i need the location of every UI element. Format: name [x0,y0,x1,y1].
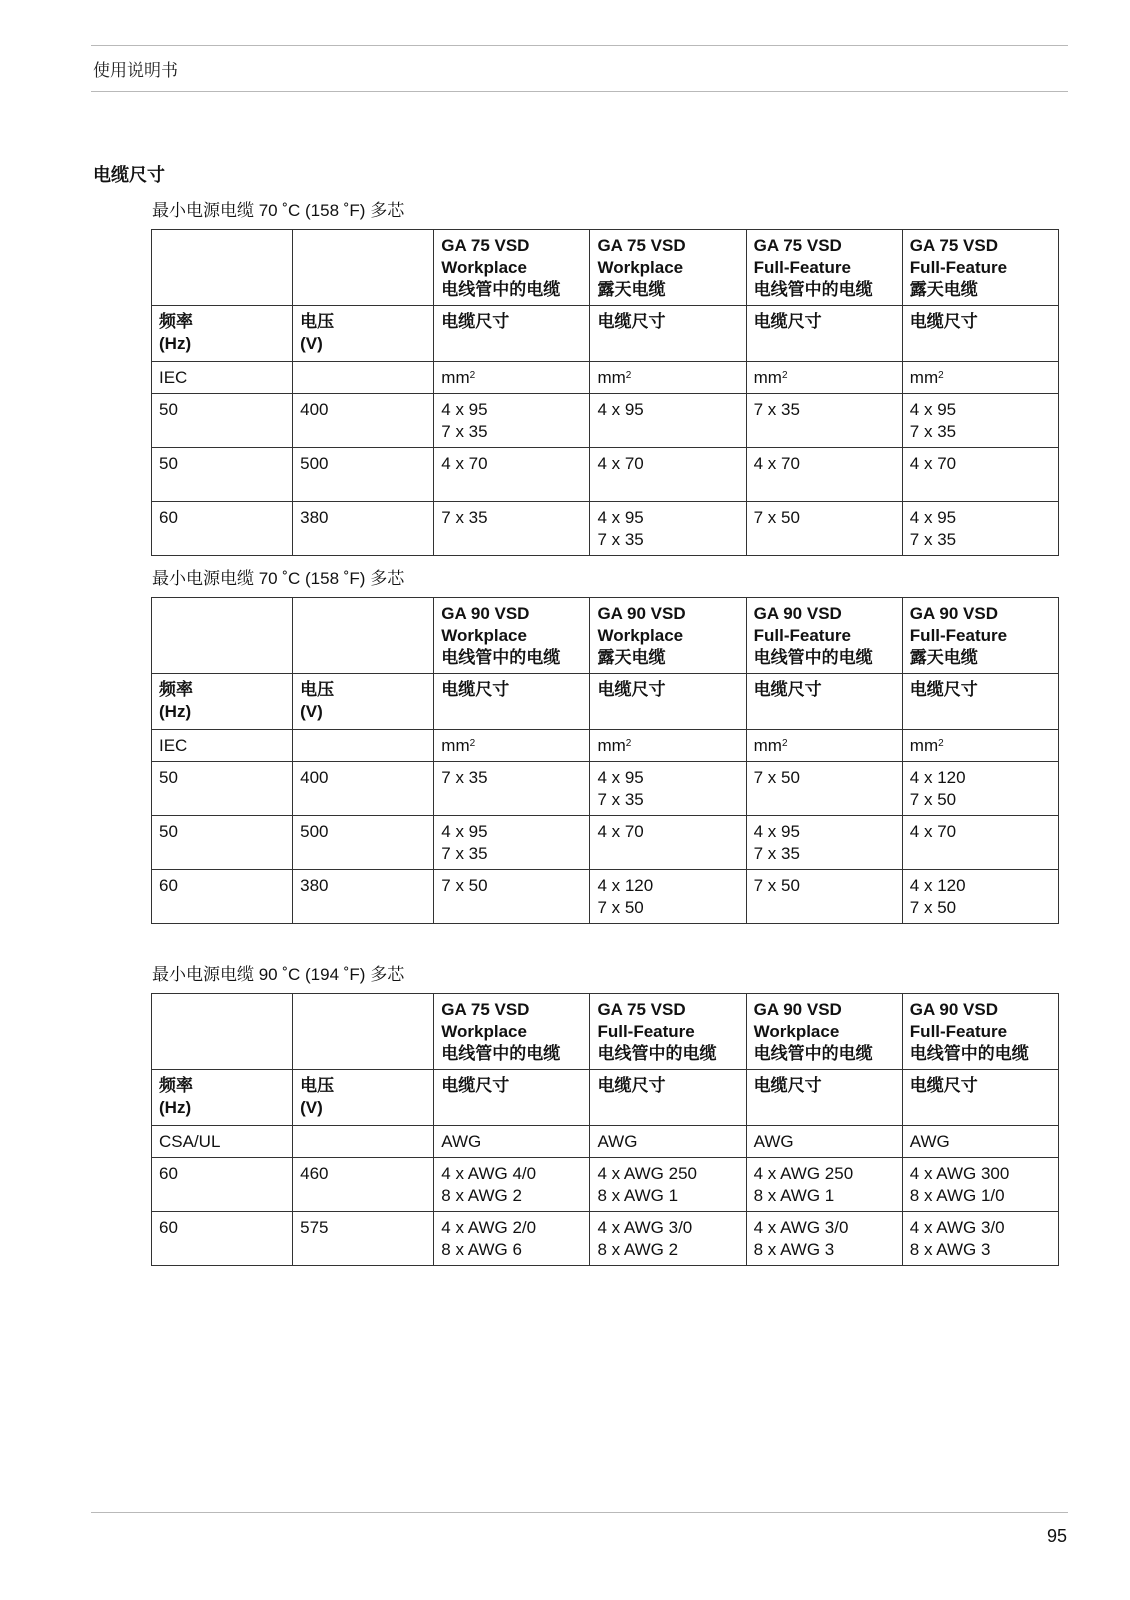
cable-size-cell: 4 x AWG 3/0 8 x AWG 3 [746,1212,902,1266]
table-row [152,394,1059,448]
cable-size-header: 电缆尺寸 [590,306,746,362]
empty-cell [293,1126,434,1158]
cable-size-cell: 4 x 70 [434,448,590,502]
voltage-cell: 380 [293,502,434,556]
table-row [152,502,1059,556]
standard-cell: IEC [152,362,293,394]
frequency-header: 频率 (Hz) [152,306,293,362]
cable-size-table-1 [151,229,1059,556]
cable-size-header: 电缆尺寸 [590,674,746,730]
table-row [152,1158,1059,1212]
table-caption: 最小电源电缆 70 ˚C (158 ˚F) 多芯 [152,569,405,588]
unit-row [152,362,1059,394]
unit-cell [902,362,1058,394]
empty-cell [152,230,293,306]
empty-cell [293,994,434,1070]
unit-cell [746,362,902,394]
empty-cell [293,362,434,394]
cable-size-header: 电缆尺寸 [434,306,590,362]
cable-size-cell: 7 x 50 [434,870,590,924]
cable-size-cell: 4 x 95 7 x 35 [434,816,590,870]
unit-cell [746,1126,902,1158]
model-header-row [152,230,1059,306]
unit-value: $mm^2$ [597,368,632,387]
voltage-cell: 575 [293,1212,434,1266]
frequency-cell: 60 [152,502,293,556]
unit-value: $mm^2$ [441,368,476,387]
voltage-cell: 380 [293,870,434,924]
frequency-header: 频率 (Hz) [152,674,293,730]
document-header-title: 使用说明书 [93,61,178,80]
cable-size-cell: 4 x AWG 4/0 8 x AWG 2 [434,1158,590,1212]
voltage-header: 电压 (V) [293,306,434,362]
model-header: GA 90 VSD Full-Feature 电线管中的电缆 [746,598,902,674]
unit-value: $mm^2$ [753,736,788,755]
model-header: GA 75 VSD Full-Feature 电线管中的电缆 [590,994,746,1070]
cable-size-cell: 7 x 35 [434,762,590,816]
unit-value: AWG [909,1132,950,1151]
unit-value: $mm^2$ [909,368,944,387]
unit-cell [590,362,746,394]
standard-cell: CSA/UL [152,1126,293,1158]
empty-cell [293,730,434,762]
model-header: GA 75 VSD Workplace 露天电缆 [590,230,746,306]
frequency-cell: 50 [152,816,293,870]
cable-size-header: 电缆尺寸 [434,674,590,730]
cable-size-cell: 7 x 50 [746,870,902,924]
frequency-header: 频率 (Hz) [152,1070,293,1126]
unit-value: AWG [441,1132,482,1151]
table-caption: 最小电源电缆 70 ˚C (158 ˚F) 多芯 [152,201,405,220]
label-header-row [152,1070,1059,1126]
footer-rule [91,1512,1068,1513]
cable-size-cell: 4 x 70 [902,448,1058,502]
cable-size-cell: 4 x AWG 250 8 x AWG 1 [590,1158,746,1212]
empty-cell [293,598,434,674]
cable-size-cell: 4 x 95 7 x 35 [746,816,902,870]
cable-size-cell: 4 x 70 [746,448,902,502]
unit-value: $mm^2$ [753,368,788,387]
cable-size-header: 电缆尺寸 [746,306,902,362]
cable-size-cell: 4 x AWG 3/0 8 x AWG 2 [590,1212,746,1266]
frequency-cell: 50 [152,394,293,448]
frequency-cell: 50 [152,762,293,816]
cable-size-cell: 4 x 95 7 x 35 [902,502,1058,556]
cable-size-cell: 4 x AWG 300 8 x AWG 1/0 [902,1158,1058,1212]
cable-size-header: 电缆尺寸 [746,1070,902,1126]
model-header: GA 75 VSD Full-Feature 露天电缆 [902,230,1058,306]
table-caption: 最小电源电缆 90 ˚C (194 ˚F) 多芯 [152,965,405,984]
voltage-cell: 500 [293,448,434,502]
unit-value: $mm^2$ [441,736,476,755]
cable-size-cell: 7 x 35 [746,394,902,448]
voltage-header: 电压 (V) [293,1070,434,1126]
model-header-row [152,994,1059,1070]
model-header: GA 75 VSD Workplace 电线管中的电缆 [434,230,590,306]
frequency-cell: 60 [152,870,293,924]
voltage-cell: 400 [293,394,434,448]
cable-size-cell: 4 x 95 7 x 35 [590,502,746,556]
empty-cell [293,230,434,306]
unit-cell [590,730,746,762]
cable-size-cell: 4 x AWG 3/0 8 x AWG 3 [902,1212,1058,1266]
model-header: GA 90 VSD Full-Feature 露天电缆 [902,598,1058,674]
header-rule-bottom [91,91,1068,92]
cable-size-cell: 4 x AWG 250 8 x AWG 1 [746,1158,902,1212]
table-row [152,816,1059,870]
cable-size-cell: 4 x AWG 2/0 8 x AWG 6 [434,1212,590,1266]
unit-cell [902,1126,1058,1158]
empty-cell [152,994,293,1070]
cable-size-header: 电缆尺寸 [746,674,902,730]
model-header: GA 75 VSD Workplace 电线管中的电缆 [434,994,590,1070]
cable-size-cell: 4 x 95 [590,394,746,448]
cable-size-cell: 7 x 50 [746,502,902,556]
cable-size-cell: 7 x 35 [434,502,590,556]
cable-size-table-2 [151,597,1059,924]
label-header-row [152,306,1059,362]
voltage-cell: 500 [293,816,434,870]
table-row [152,1212,1059,1266]
unit-value: AWG [597,1132,638,1151]
cable-size-cell: 4 x 70 [590,816,746,870]
frequency-cell: 50 [152,448,293,502]
voltage-cell: 400 [293,762,434,816]
cable-size-cell: 4 x 120 7 x 50 [590,870,746,924]
cable-size-cell: 4 x 120 7 x 50 [902,762,1058,816]
unit-cell [434,1126,590,1158]
unit-cell [590,1126,746,1158]
model-header: GA 75 VSD Full-Feature 电线管中的电缆 [746,230,902,306]
cable-size-header: 电缆尺寸 [902,306,1058,362]
model-header: GA 90 VSD Workplace 电线管中的电缆 [434,598,590,674]
cable-size-header: 电缆尺寸 [902,674,1058,730]
cable-size-cell: 4 x 70 [902,816,1058,870]
model-header: GA 90 VSD Workplace 电线管中的电缆 [746,994,902,1070]
cable-size-cell: 4 x 120 7 x 50 [902,870,1058,924]
voltage-header: 电压 (V) [293,674,434,730]
table-row [152,448,1059,502]
cable-size-cell: 4 x 95 7 x 35 [434,394,590,448]
cable-size-cell: 7 x 50 [746,762,902,816]
frequency-cell: 60 [152,1158,293,1212]
cable-size-cell: 4 x 70 [590,448,746,502]
page-number: 95 [1047,1526,1068,1546]
cable-size-header: 电缆尺寸 [902,1070,1058,1126]
frequency-cell: 60 [152,1212,293,1266]
table-row [152,762,1059,816]
unit-cell [434,730,590,762]
label-header-row [152,674,1059,730]
unit-value: AWG [753,1132,794,1151]
table-row [152,870,1059,924]
cable-size-cell: 4 x 95 7 x 35 [902,394,1058,448]
unit-cell [746,730,902,762]
cable-size-header: 电缆尺寸 [434,1070,590,1126]
unit-value: $mm^2$ [597,736,632,755]
voltage-cell: 460 [293,1158,434,1212]
model-header: GA 90 VSD Full-Feature 电线管中的电缆 [902,994,1058,1070]
cable-size-header: 电缆尺寸 [590,1070,746,1126]
model-header: GA 90 VSD Workplace 露天电缆 [590,598,746,674]
model-header-row [152,598,1059,674]
unit-row [152,730,1059,762]
unit-value: $mm^2$ [909,736,944,755]
section-title: 电缆尺寸 [93,165,165,185]
cable-size-table-3 [151,993,1059,1266]
header-rule-top [91,45,1068,46]
unit-cell [902,730,1058,762]
empty-cell [152,598,293,674]
standard-cell: IEC [152,730,293,762]
unit-row [152,1126,1059,1158]
unit-cell [434,362,590,394]
cable-size-cell: 4 x 95 7 x 35 [590,762,746,816]
